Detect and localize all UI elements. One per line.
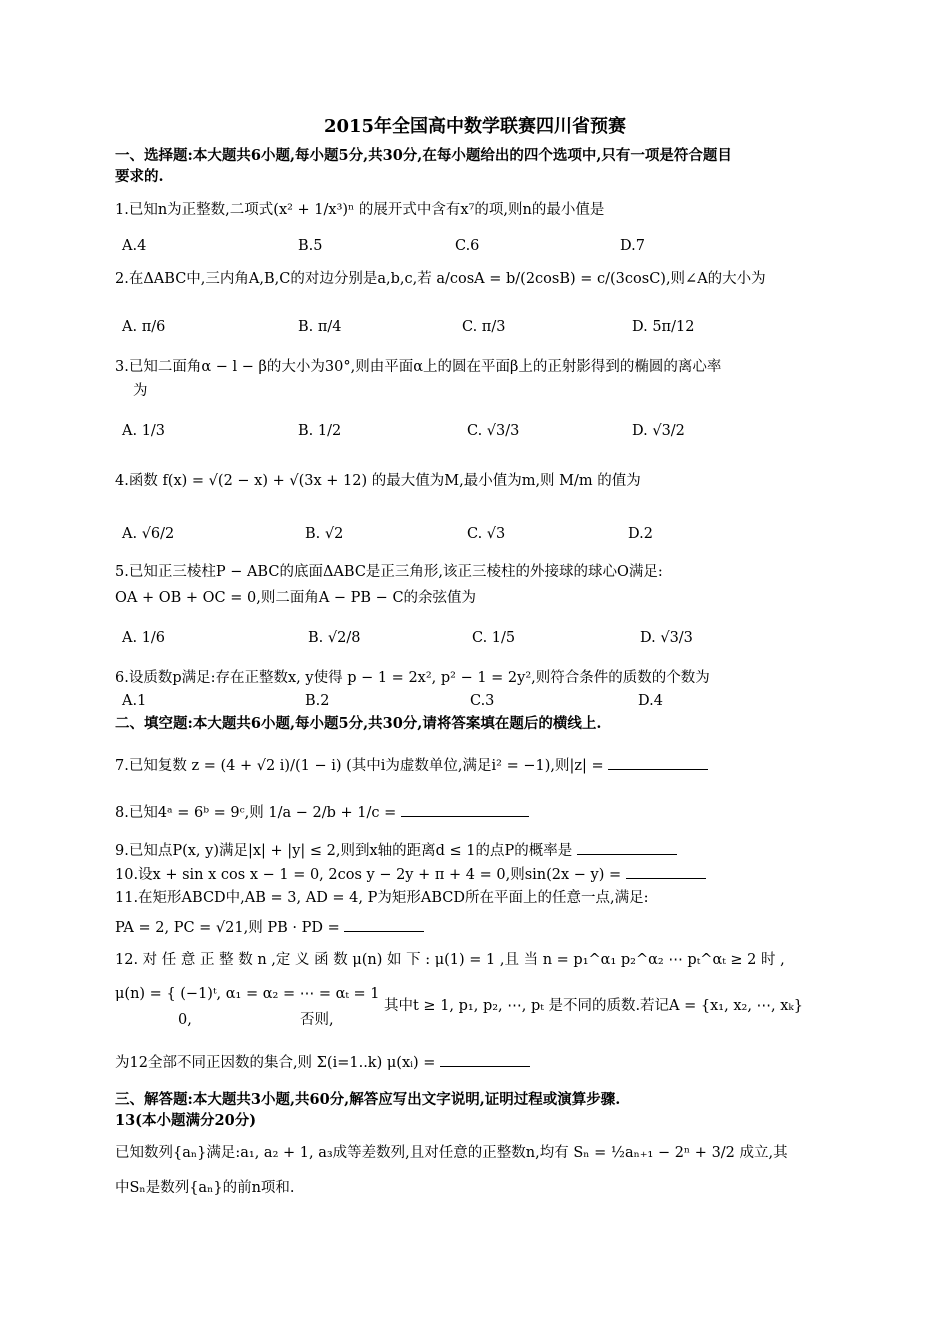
- q5-option-d: D. √3/3: [640, 630, 693, 646]
- question-8-text: 8.已知4ᵃ = 6ᵇ = 9ᶜ,则 1/a − 2/b + 1/c =: [115, 805, 397, 821]
- question-13-cont: 中Sₙ是数列{aₙ}的前n项和.: [115, 1180, 295, 1196]
- question-11-cont: [115, 917, 424, 938]
- question-5: 5.已知正三棱柱P − ABC的底面ΔABC是正三角形,该正三棱柱的外接球的球心O满足:: [115, 564, 663, 580]
- page-title: 2015年全国高中数学联赛四川省预赛: [323, 116, 627, 137]
- question-4: 4.函数 f(x) = √(2 − x) + √(3x + 12) 的最大值为M,最小值为m,则 M/m 的值为: [115, 473, 641, 489]
- answer-blank-10[interactable]: [626, 864, 706, 879]
- q12-case-1-note: 其中t ≥ 1, p₁, p₂, ⋯, pₜ 是不同的质数.若记A = {x₁, x₂, ⋯, xₖ}: [384, 998, 803, 1014]
- q6-option-d: D.4: [638, 693, 663, 709]
- question-13-label: 13(本小题满分20分): [115, 1112, 257, 1129]
- question-1: 1.已知n为正整数,二项式(x² + 1/x³)ⁿ 的展开式中含有x⁷的项,则n的最小值是: [115, 202, 605, 218]
- question-11-text: PA = 2, PC = √21,则 PB · PD =: [115, 920, 340, 936]
- question-12-cont: [115, 1052, 530, 1073]
- q5-option-a: A. 1/6: [122, 630, 166, 646]
- q1-option-a: A.4: [122, 238, 147, 254]
- answer-blank-8[interactable]: [401, 802, 529, 817]
- answer-blank-11[interactable]: [344, 917, 424, 932]
- question-5-cont: OA + OB + OC = 0,则二面角A − PB − C的余弦值为: [115, 590, 477, 606]
- question-2: 2.在ΔABC中,三内角A,B,C的对边分别是a,b,c,若 a/cosA = b/(2cosB) = c/(3cosC),则∠A的大小为: [115, 271, 766, 287]
- q2-option-a: A. π/6: [122, 319, 166, 335]
- q3-option-a: A. 1/3: [122, 423, 166, 439]
- q5-option-c: C. 1/5: [472, 630, 516, 646]
- q6-option-b: B.2: [305, 693, 330, 709]
- q12-case-1: μ(n) = { (−1)ᵗ, α₁ = α₂ = ⋯ = αₜ = 1: [115, 986, 380, 1002]
- question-9-text: 9.已知点P(x, y)满足|x| + |y| ≤ 2,则到x轴的距离d ≤ 1的点P的概率是: [115, 843, 573, 859]
- section-1-heading: 一、选择题:本大题共6小题,每小题5分,共30分,在每小题给出的四个选项中,只有一项是符合题目: [115, 147, 732, 164]
- q2-option-c: C. π/3: [462, 319, 506, 335]
- question-3: 3.已知二面角α − l − β的大小为30°,则由平面α上的圆在平面β上的正射影得到的椭圆的离心率: [115, 359, 722, 375]
- q6-option-c: C.3: [470, 693, 495, 709]
- question-6: 6.设质数p满足:存在正整数x, y使得 p − 1 = 2x², p² − 1 = 2y²,则符合条件的质数的个数为: [115, 670, 710, 686]
- q1-option-d: D.7: [620, 238, 645, 254]
- q3-option-c: C. √3/3: [467, 423, 520, 439]
- q3-option-b: B. 1/2: [298, 423, 342, 439]
- answer-blank-7[interactable]: [608, 755, 708, 770]
- question-9: [115, 840, 677, 861]
- question-10-text: 10.设x + sin x cos x − 1 = 0, 2cos y − 2y + π + 4 = 0,则sin(2x − y) =: [115, 867, 622, 883]
- q2-option-d: D. 5π/12: [632, 319, 695, 335]
- q4-option-c: C. √3: [467, 526, 506, 542]
- question-12-text: 为12全部不同正因数的集合,则 Σ(i=1..k) μ(xᵢ) =: [115, 1055, 436, 1071]
- q1-option-c: C.6: [455, 238, 480, 254]
- answer-blank-9[interactable]: [577, 840, 677, 855]
- q6-option-a: A.1: [122, 693, 147, 709]
- question-7-text: 7.已知复数 z = (4 + √2 i)/(1 − i) (其中i为虚数单位,满足i² = −1),则|z| =: [115, 758, 604, 774]
- question-7: [115, 755, 708, 776]
- answer-blank-12[interactable]: [440, 1052, 530, 1067]
- q3-option-d: D. √3/2: [632, 423, 685, 439]
- q4-option-b: B. √2: [305, 526, 344, 542]
- question-12: 12. 对 任 意 正 整 数 n ,定 义 函 数 μ(n) 如 下 : μ(1) = 1 ,且 当 n = p₁^α₁ p₂^α₂ ⋯ pₜ^αₜ ≥ 2 时 ,: [115, 952, 785, 968]
- question-11: 11.在矩形ABCD中,AB = 3, AD = 4, P为矩形ABCD所在平面上的任意一点,满足:: [115, 890, 649, 906]
- question-10: [115, 864, 706, 885]
- question-3-cont: 为: [133, 383, 148, 399]
- q1-option-b: B.5: [298, 238, 323, 254]
- section-3-heading: 三、解答题:本大题共3小题,共60分,解答应写出文字说明,证明过程或演算步骤.: [115, 1091, 621, 1108]
- q12-case-2: 0,: [178, 1012, 192, 1028]
- section-2-heading: 二、填空题:本大题共6小题,每小题5分,共30分,请将答案填在题后的横线上.: [115, 715, 602, 732]
- q12-case-2-note: 否则,: [300, 1012, 334, 1028]
- q5-option-b: B. √2/8: [308, 630, 361, 646]
- q4-option-d: D.2: [628, 526, 653, 542]
- question-13: 已知数列{aₙ}满足:a₁, a₂ + 1, a₃成等差数列,且对任意的正整数n,均有 Sₙ = ½aₙ₊₁ − 2ⁿ + 3/2 成立,其: [115, 1145, 788, 1161]
- question-8: [115, 802, 529, 823]
- q4-option-a: A. √6/2: [122, 526, 175, 542]
- q2-option-b: B. π/4: [298, 319, 342, 335]
- section-1-heading-cont: 要求的.: [115, 168, 164, 185]
